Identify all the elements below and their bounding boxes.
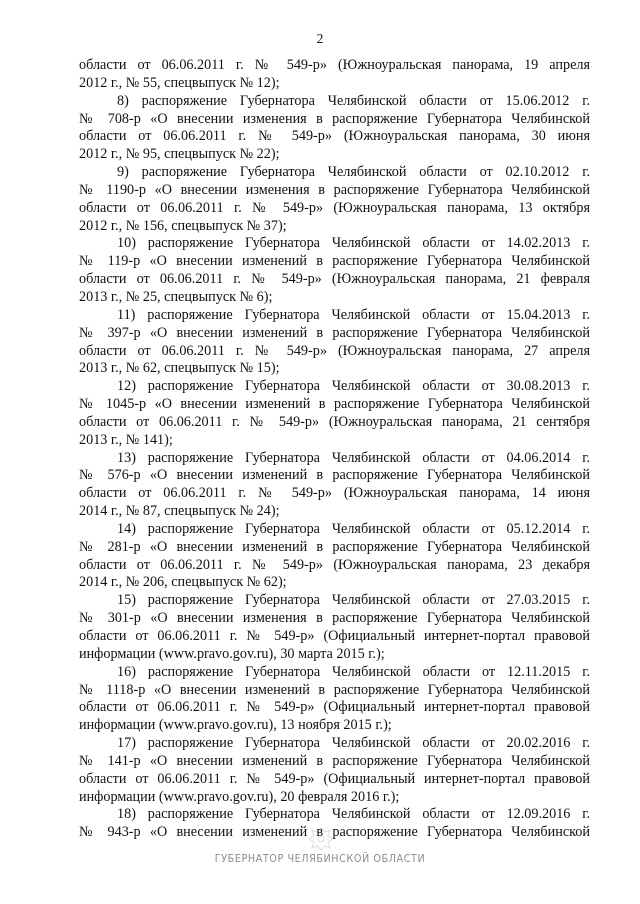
coat-of-arms-watermark-icon <box>306 826 336 852</box>
text-line: 2013 г., № 141); <box>79 431 173 448</box>
text-line: информации (www.pravo.gov.ru), 20 февраля 2016 г.); <box>79 788 400 805</box>
text-line: области от 06.06.2011 г. № 549-р» (Южноуральская панорама, 19 апреля <box>79 57 590 73</box>
text-line: № 1045-р «О внесении изменений в распоряжение Губернатора Челябинской <box>79 396 590 413</box>
text-line: 2014 г., № 87, спецвыпуск № 24); <box>79 503 280 520</box>
text-line: области от 06.06.2011 г. № 549-р» (Южноуральская панорама, 23 декабря <box>79 556 590 573</box>
text-line: № 301-р «О внесении изменения в распоряжение Губернатора Челябинской <box>79 610 590 627</box>
text-line: области от 06.06.2011 г. № 549-р» (Южноуральская панорама, 21 сентября <box>79 413 590 430</box>
text-line: информации (www.pravo.gov.ru), 13 ноября 2015 г.); <box>79 717 392 734</box>
text-line: области от 06.06.2011 г. № 549-р» (Южноуральская панорама, 13 октября <box>79 199 590 216</box>
page-number: 2 <box>316 31 324 46</box>
text-line: № 397-р «О внесении изменений в распоряжение Губернатора Челябинской <box>79 324 590 341</box>
text-line: области от 06.06.2011 г. № 549-р» (Южноуральская панорама, 27 апреля <box>79 342 590 359</box>
text-line: 13) распоряжение Губернатора Челябинской области от 04.06.2014 г. <box>117 449 590 466</box>
text-line: № 281-р «О внесении изменений в распоряжение Губернатора Челябинской <box>79 538 590 555</box>
footer-stamp: ГУБЕРНАТОР ЧЕЛЯБИНСКОЙ ОБЛАСТИ <box>214 853 426 865</box>
text-line: области от 06.06.2011 г. № 549-р» (Южноуральская панорама, 14 июня <box>79 485 590 502</box>
text-line: 11) распоряжение Губернатора Челябинской области от 15.04.2013 г. <box>117 306 590 323</box>
text-line: № 708-р «О внесении изменения в распоряжение Губернатора Челябинской <box>79 110 590 127</box>
text-line: № 943-р «О внесении изменений в распоряжение Губернатора Челябинской <box>79 824 590 841</box>
text-line: 14) распоряжение Губернатора Челябинской области от 05.12.2014 г. <box>117 520 590 537</box>
text-line: 15) распоряжение Губернатора Челябинской области от 27.03.2015 г. <box>117 592 590 609</box>
text-line: 2014 г., № 206, спецвыпуск № 62); <box>79 574 287 591</box>
text-line: информации (www.pravo.gov.ru), 30 марта 2015 г.); <box>79 645 385 662</box>
text-line: области от 06.06.2011 г. № 549-р» (Официальный интернет-портал правовой <box>79 699 590 716</box>
text-line: 16) распоряжение Губернатора Челябинской области от 12.11.2015 г. <box>117 663 590 680</box>
text-line: 2012 г., № 95, спецвыпуск № 22); <box>79 146 280 163</box>
text-line: 2013 г., № 62, спецвыпуск № 15); <box>79 360 280 377</box>
text-line: № 1190-р «О внесении изменения в распоряжение Губернатора Челябинской <box>79 181 590 198</box>
text-line: области от 06.06.2011 г. № 549-р» (Южноуральская панорама, 30 июня <box>79 128 590 145</box>
text-line: № 1118-р «О внесении изменений в распоряжение Губернатора Челябинской <box>79 681 590 698</box>
text-line: 12) распоряжение Губернатора Челябинской области от 30.08.2013 г. <box>117 378 590 395</box>
text-line: 18) распоряжение Губернатора Челябинской области от 12.09.2016 г. <box>117 806 590 823</box>
text-line: области от 06.06.2011 г. № 549-р» (Южноуральская панорама, 21 февраля <box>79 271 590 288</box>
text-line: 2013 г., № 25, спецвыпуск № 6); <box>79 288 273 305</box>
text-line: 10) распоряжение Губернатора Челябинской области от 14.02.2013 г. <box>117 235 590 252</box>
text-line: 2012 г., № 156, спецвыпуск № 37); <box>79 217 287 234</box>
text-line: № 141-р «О внесении изменений в распоряжение Губернатора Челябинской <box>79 752 590 769</box>
text-line: 17) распоряжение Губернатора Челябинской области от 20.02.2016 г. <box>117 735 590 752</box>
text-line: 2012 г., № 55, спецвыпуск № 12); <box>79 74 280 91</box>
text-line: № 119-р «О внесении изменений в распоряжение Губернатора Челябинской <box>79 253 590 270</box>
text-line: 9) распоряжение Губернатора Челябинской области от 02.10.2012 г. <box>117 164 590 181</box>
text-line: области от 06.06.2011 г. № 549-р» (Официальный интернет-портал правовой <box>79 770 590 787</box>
text-line: 8) распоряжение Губернатора Челябинской области от 15.06.2012 г. <box>117 92 590 109</box>
document-body <box>79 57 590 842</box>
text-line: № 576-р «О внесении изменений в распоряжение Губернатора Челябинской <box>79 467 590 484</box>
text-line: области от 06.06.2011 г. № 549-р» (Официальный интернет-портал правовой <box>79 628 590 644</box>
